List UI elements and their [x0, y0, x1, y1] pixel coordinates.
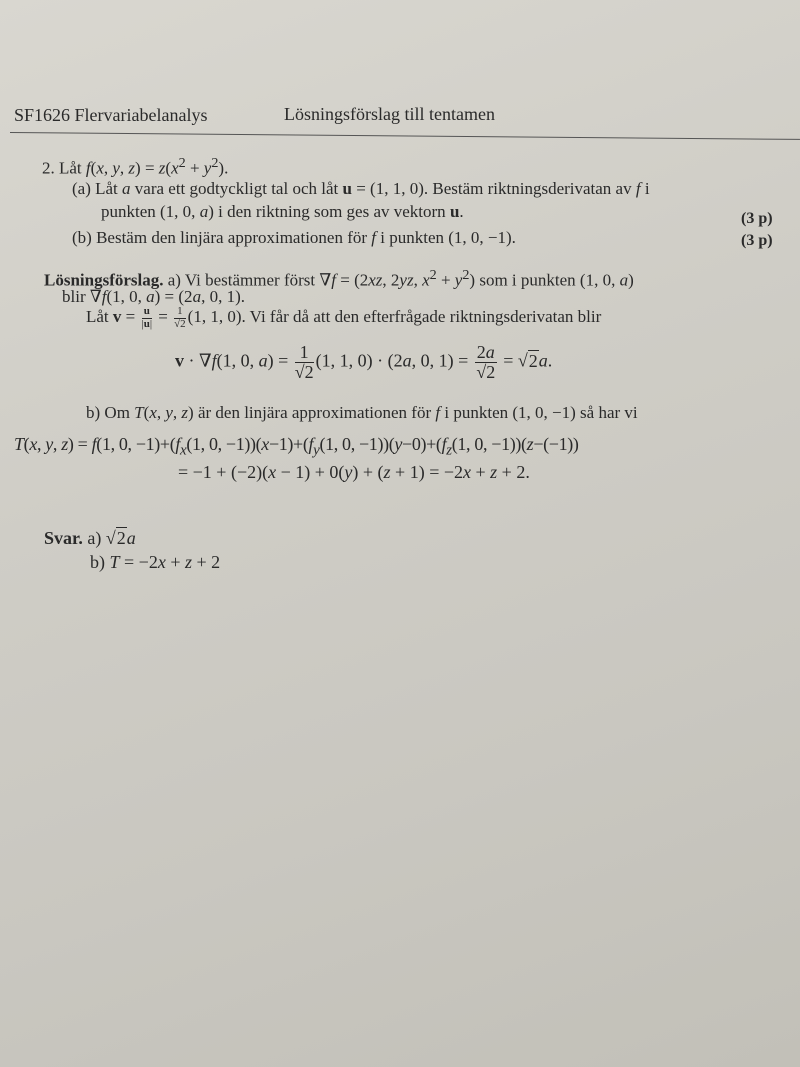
problem-part-b: (b) Bestäm den linjära approximationen för f i punkten (1, 0, −1).	[72, 228, 516, 247]
solution-a-line2: blir ∇f(1, 0, a) = (2a, 0, 1).	[62, 287, 245, 306]
solution-a-line3: Låt v = $\frac{u}{|u|}$ = $\frac{1}{√2}$ (1, 1, 0). Vi får då att den efterfrågade riktningsderivatan blir	[86, 305, 602, 330]
problem-number: 2.	[42, 158, 55, 178]
solution-b-line1: b) Om T(x, y, z) är den linjära approximationen för f i punkten (1, 0, −1) så har vi	[86, 403, 638, 422]
answer-a: Svar. a) √2a	[44, 528, 136, 548]
solution-heading: Lösningsförslag.	[44, 270, 164, 290]
solution-b-formula2: = −1 + (−2)(x − 1) + 0(y) + (z + 1) = −2x + z + 2.	[178, 462, 530, 482]
course-code: SF1626 Flervariabelanalys	[14, 105, 208, 125]
solution-a-formula: v · ∇f(1, 0, a) = $\frac{1}{√2}$ (1, 1, 0) · (2a, 0, 1) = $\frac{2a}{√2}$ = √2a.	[175, 342, 553, 382]
document-title: Lösningsförslag till tentamen	[284, 104, 495, 124]
problem-part-a-line1: (a) Låt a vara ett godtyckligt tal och låt u = (1, 1, 0). Bestäm riktningsderivatan av f i	[72, 179, 650, 198]
solution-a-line1: Lösningsförslag. a) Vi bestämmer först ∇f = (2xz, 2yz, $x^2 + y^2$) som i punkten (1, 0, a)	[44, 267, 634, 290]
answer-label: Svar.	[44, 528, 83, 548]
answer-b: b) T = −2x + z + 2	[90, 552, 221, 572]
header-rule	[10, 132, 800, 140]
solution-b-formula1: T(x, y, z) = f(1, 0, $-1)+(f_x(1$, 0, $-1))(x-1)+(f_y(1$, 0, $-1))(y-0)+(f_z(1$, 0, −1))(z−(−1))	[14, 434, 579, 459]
problem-intro: 2. Låt f(x, y, $z) = z(x^2 + y^2)$.	[42, 155, 229, 178]
part-b-points: (3 p)	[741, 232, 773, 249]
problem-part-a-line2: punkten (1, 0, a) i den riktning som ges av vektorn u.	[101, 202, 464, 221]
part-a-points: (3 p)	[741, 210, 773, 227]
